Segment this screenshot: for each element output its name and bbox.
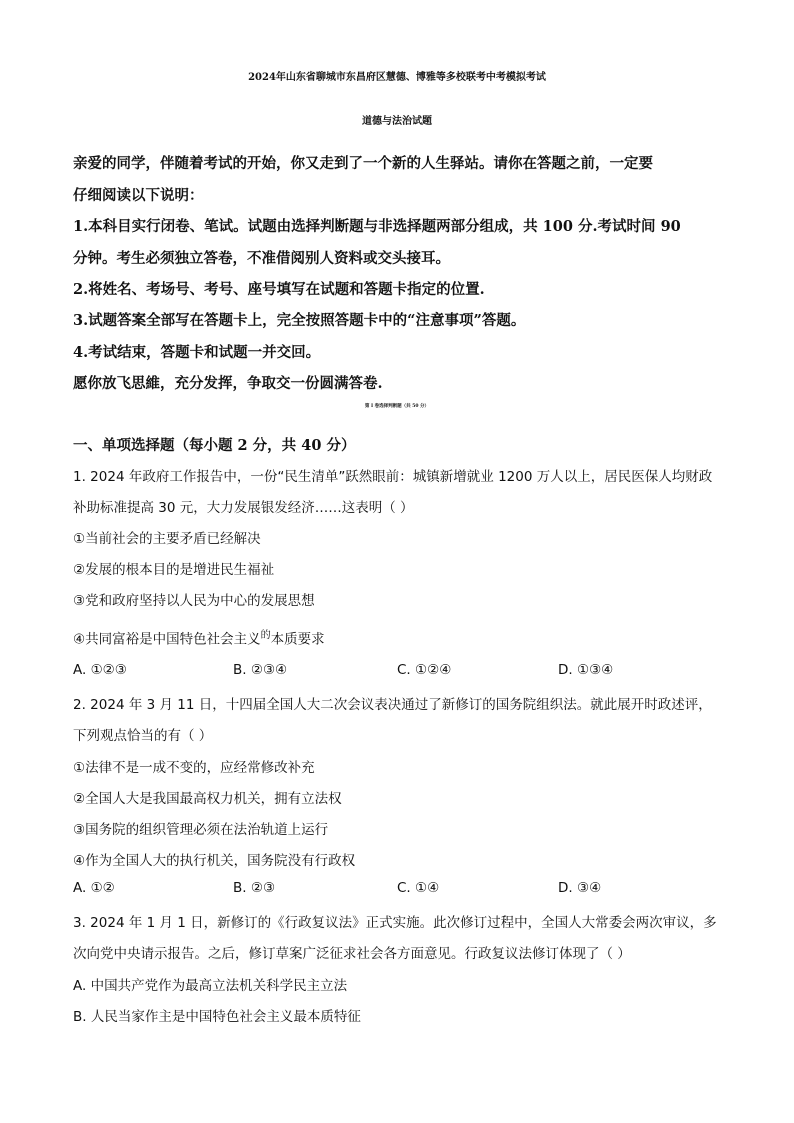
greeting-line-2: 仔细阅读以下说明： (73, 187, 204, 204)
q1-option-c: C. ①②④ (397, 662, 452, 678)
part-title: 第 I 卷选择判断题（共 50 分） (364, 404, 430, 409)
q3-option-a: A. 中国共产党作为最高立法机关科学民主立法 (73, 978, 348, 994)
q2-statement-4: ④作为全国人大的执行机关，国务院没有行政权 (73, 853, 356, 869)
q1-s4-sup: 的 (260, 630, 271, 641)
q2-option-a: A. ①② (73, 880, 115, 896)
q3-option-b: B. 人民当家作主是中国特色社会主义最本质特征 (73, 1009, 361, 1025)
instruction-1b: 分钟。考生必须独立答卷，不准借阅别人资料或交头接耳。 (73, 250, 450, 267)
q2-option-c: C. ①④ (397, 880, 440, 896)
q2-option-d: D. ③④ (558, 880, 602, 896)
exam-subject-title: 道德与法治试题 (362, 116, 432, 127)
wish-line: 愿你放飞思維，充分发挥，争取交一份圆满答卷. (73, 375, 383, 392)
q1-option-a: A. ①②③ (73, 662, 127, 678)
exam-title: 2024年山东省聊城市东昌府区慧德、博雅等多校联考中考模拟考试 (248, 72, 546, 83)
q3-stem-1: 3. 2024 年 1 月 1 日，新修订的《行政复议法》正式实施。此次修订过程中，全国人大常委会两次审议，多 (73, 915, 717, 931)
instruction-1a: 1.本科目实行闭卷、笔试。试题由选择判断题与非选择题两部分组成，共 100 分.考试时间 90 (73, 218, 681, 235)
q1-statement-4 (73, 626, 325, 648)
greeting-line-1: 亲爱的同学，伴随着考试的开始，你又走到了一个新的人生驿站。请你在答题之前，一定要 (73, 155, 653, 172)
q1-stem-2: 补助标准提高 30 元，大力发展银发经济……这表明（ ） (73, 500, 414, 516)
q1-option-d: D. ①③④ (558, 662, 614, 678)
q2-statement-3: ③国务院的组织管理必须在法治轨道上运行 (73, 822, 329, 838)
q1-option-b: B. ②③④ (233, 662, 288, 678)
instruction-3: 3.试题答案全部写在答题卡上，完全按照答题卡中的“注意事项”答题。 (73, 312, 526, 329)
q1-statement-2: ②发展的根本目的是增进民生福祉 (73, 562, 275, 578)
instruction-2: 2.将姓名、考场号、考号、座号填写在试题和答题卡指定的位置. (73, 281, 485, 298)
q2-statement-2: ②全国人大是我国最高权力机关，拥有立法权 (73, 791, 342, 807)
q1-stem-1: 1. 2024 年政府工作报告中，一份“民生清单”跃然眼前：城镇新增就业 1200 万人以上，居民医保人均财政 (73, 469, 713, 485)
q1-statement-1: ①当前社会的主要矛盾已经解决 (73, 531, 261, 547)
q2-statement-1: ①法律不是一成不变的，应经常修改补充 (73, 760, 315, 776)
q3-stem-2: 次向党中央请示报告。之后，修订草案广泛征求社会各方面意见。行政复议法修订体现了（ ） (73, 946, 631, 962)
q1-statement-3: ③党和政府坚持以人民为中心的发展思想 (73, 593, 315, 609)
q2-stem-2: 下列观点恰当的有（ ） (73, 728, 213, 744)
q1-s4-tail: 本质要求 (270, 631, 325, 648)
instruction-4: 4.考试结束，答题卡和试题一并交回。 (73, 344, 321, 361)
subsection-title: 一、单项选择题（每小题 2 分，共 40 分） (73, 437, 356, 454)
q2-stem-1: 2. 2024 年 3 月 11 日，十四届全国人大二次会议表决通过了新修订的国务院组织法。就此展开时政述评， (73, 697, 712, 713)
q2-option-b: B. ②③ (233, 880, 276, 896)
q1-s4-main: ④共同富裕是中国特色社会主义 (73, 631, 261, 648)
